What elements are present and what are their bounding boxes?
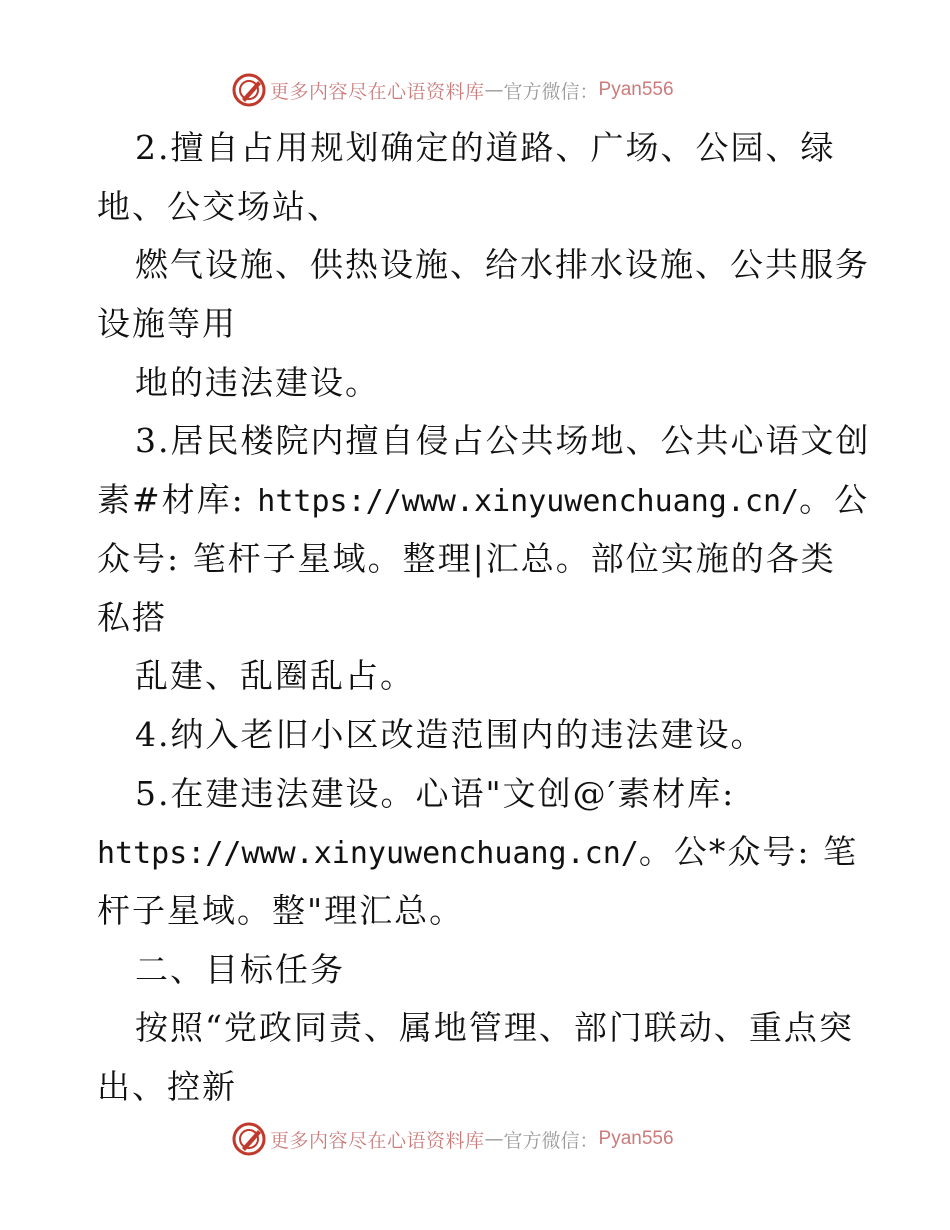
banner-dash: — [484,1128,504,1150]
pen-logo-icon [232,1122,266,1156]
text-segment: 。公*众号: 笔 [638,832,858,872]
text-line: 按照“党政同责、属地管理、部门联动、重点突 [135,1008,854,1048]
text-line: 燃气设施、供热设施、给水排水设施、公共服务 [135,245,870,285]
text-line [97,471,870,530]
text-line: 2.擅自占用规划确定的道路、广场、公园、绿 [135,128,836,167]
banner-text: 更多内容尽在心语资料库 [270,1129,485,1152]
banner-wechat-id: Pyan556 [598,79,674,100]
text-line: 出、控新 [97,1067,237,1106]
text-segment: 。公 [799,480,870,520]
text-line: 5.在建违法建设。心语"文创@′素材库: [135,773,736,813]
banner-wechat-id: Pyan556 [598,1128,674,1149]
text-line: 地、公交场站、 [97,186,342,226]
banner-wechat-label: 官方微信： [503,1129,599,1152]
url-text: https://www.xinyuwenchuang.cn/ [257,484,800,520]
text-line: 设施等用 [97,304,237,344]
footer-banner [232,1120,674,1158]
text-line: 众号: 笔杆子星域。整理|汇总。部位实施的各类 [97,538,836,578]
banner-text: 更多内容尽在心语资料库 [270,80,485,103]
url-text: https://www.xinyuwenchuang.cn/ [97,836,639,872]
header-banner [232,71,674,109]
text-line: 私搭 [97,597,167,637]
text-line: 4.纳入老旧小区改造范围内的违法建设。 [135,714,766,754]
text-line: 杆子星域。整"理汇总。 [97,890,465,930]
text-line: 乱建、乱圈乱占。 [135,656,415,696]
banner-dash: — [484,79,504,101]
section-heading: 二、目标任务 [135,949,345,989]
text-line: 3.居民楼院内擅自侵占公共场地、公共心语文创 [135,421,871,461]
text-segment: 素#材库: [97,480,258,520]
document-body [97,119,871,1117]
pen-logo-icon [232,73,266,107]
text-line: 地的违法建设。 [135,362,380,402]
text-line [97,823,857,882]
banner-wechat-label: 官方微信： [503,80,599,103]
